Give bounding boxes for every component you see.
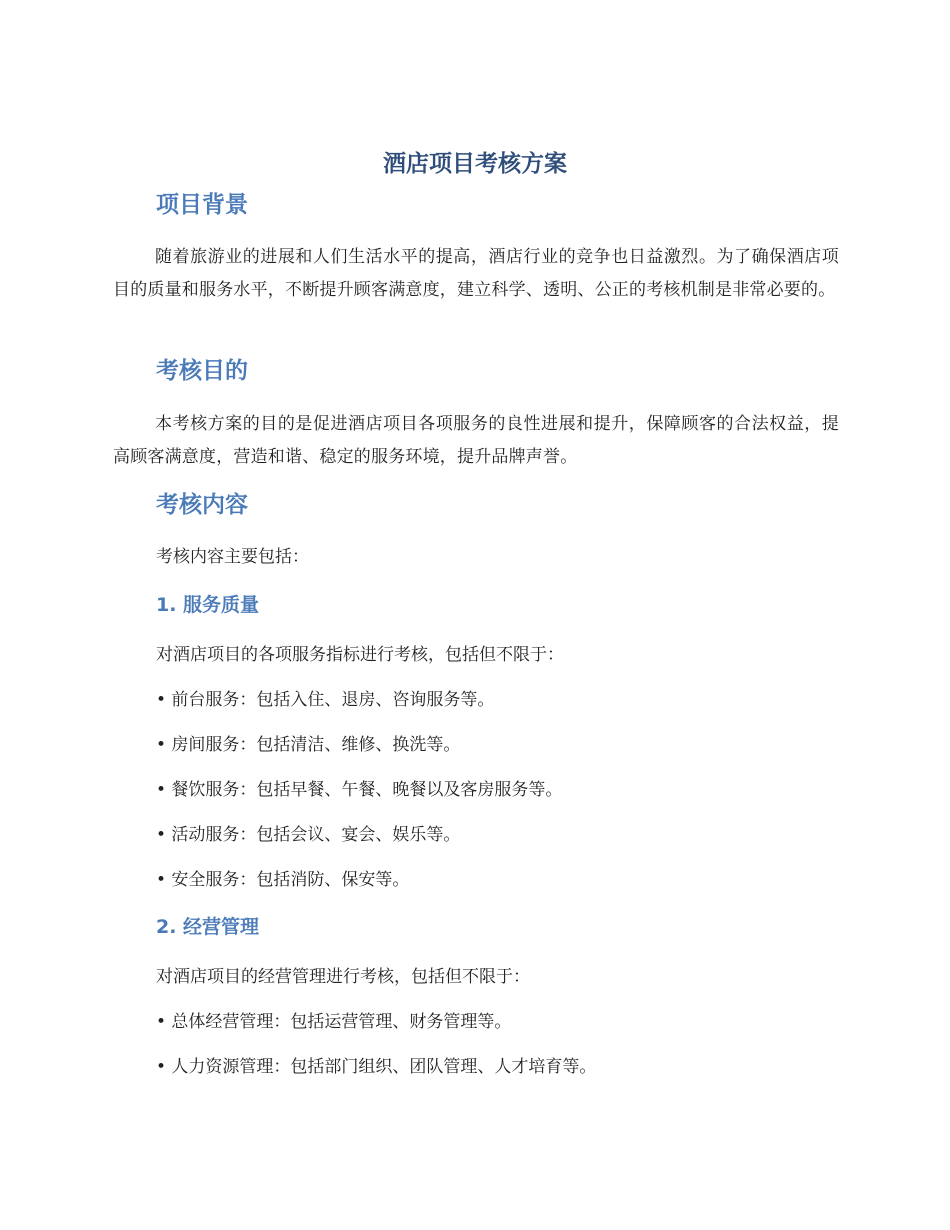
paragraph-background: 随着旅游业的进展和人们生活水平的提高，酒店行业的竞争也日益激烈。为了确保酒店项目的质量和服务水平，不断提升顾客满意度，建立科学、透明、公正的考核机制是非常必要的。: [113, 247, 839, 300]
list-item: • 人力资源管理：包括部门组织、团队管理、人才培育等。: [156, 1057, 597, 1077]
operations-intro: 对酒店项目的经营管理进行考核，包括但不限于：: [156, 967, 530, 987]
heading-operations: 2. 经营管理: [156, 916, 260, 938]
content-intro: 考核内容主要包括：: [156, 547, 309, 567]
heading-purpose: 考核目的: [156, 358, 248, 384]
document-title: 酒店项目考核方案: [383, 151, 567, 177]
list-item: • 房间服务：包括清洁、维修、换洗等。: [156, 735, 461, 755]
list-item: • 总体经营管理：包括运营管理、财务管理等。: [156, 1012, 512, 1032]
list-item: • 安全服务：包括消防、保安等。: [156, 870, 410, 890]
list-item: • 活动服务：包括会议、宴会、娱乐等。: [156, 825, 461, 845]
heading-service-quality: 1. 服务质量: [156, 594, 260, 616]
list-item: • 前台服务：包括入住、退房、咨询服务等。: [156, 690, 495, 710]
list-item: • 餐饮服务：包括早餐、午餐、晚餐以及客房服务等。: [156, 780, 563, 800]
heading-background: 项目背景: [156, 192, 248, 218]
service-quality-intro: 对酒店项目的各项服务指标进行考核，包括但不限于：: [156, 645, 564, 665]
heading-content: 考核内容: [156, 492, 248, 518]
paragraph-purpose: 本考核方案的目的是促进酒店项目各项服务的良性进展和提升，保障顾客的合法权益，提高顾客满意度，营造和谐、稳定的服务环境，提升品牌声誉。: [113, 414, 839, 467]
